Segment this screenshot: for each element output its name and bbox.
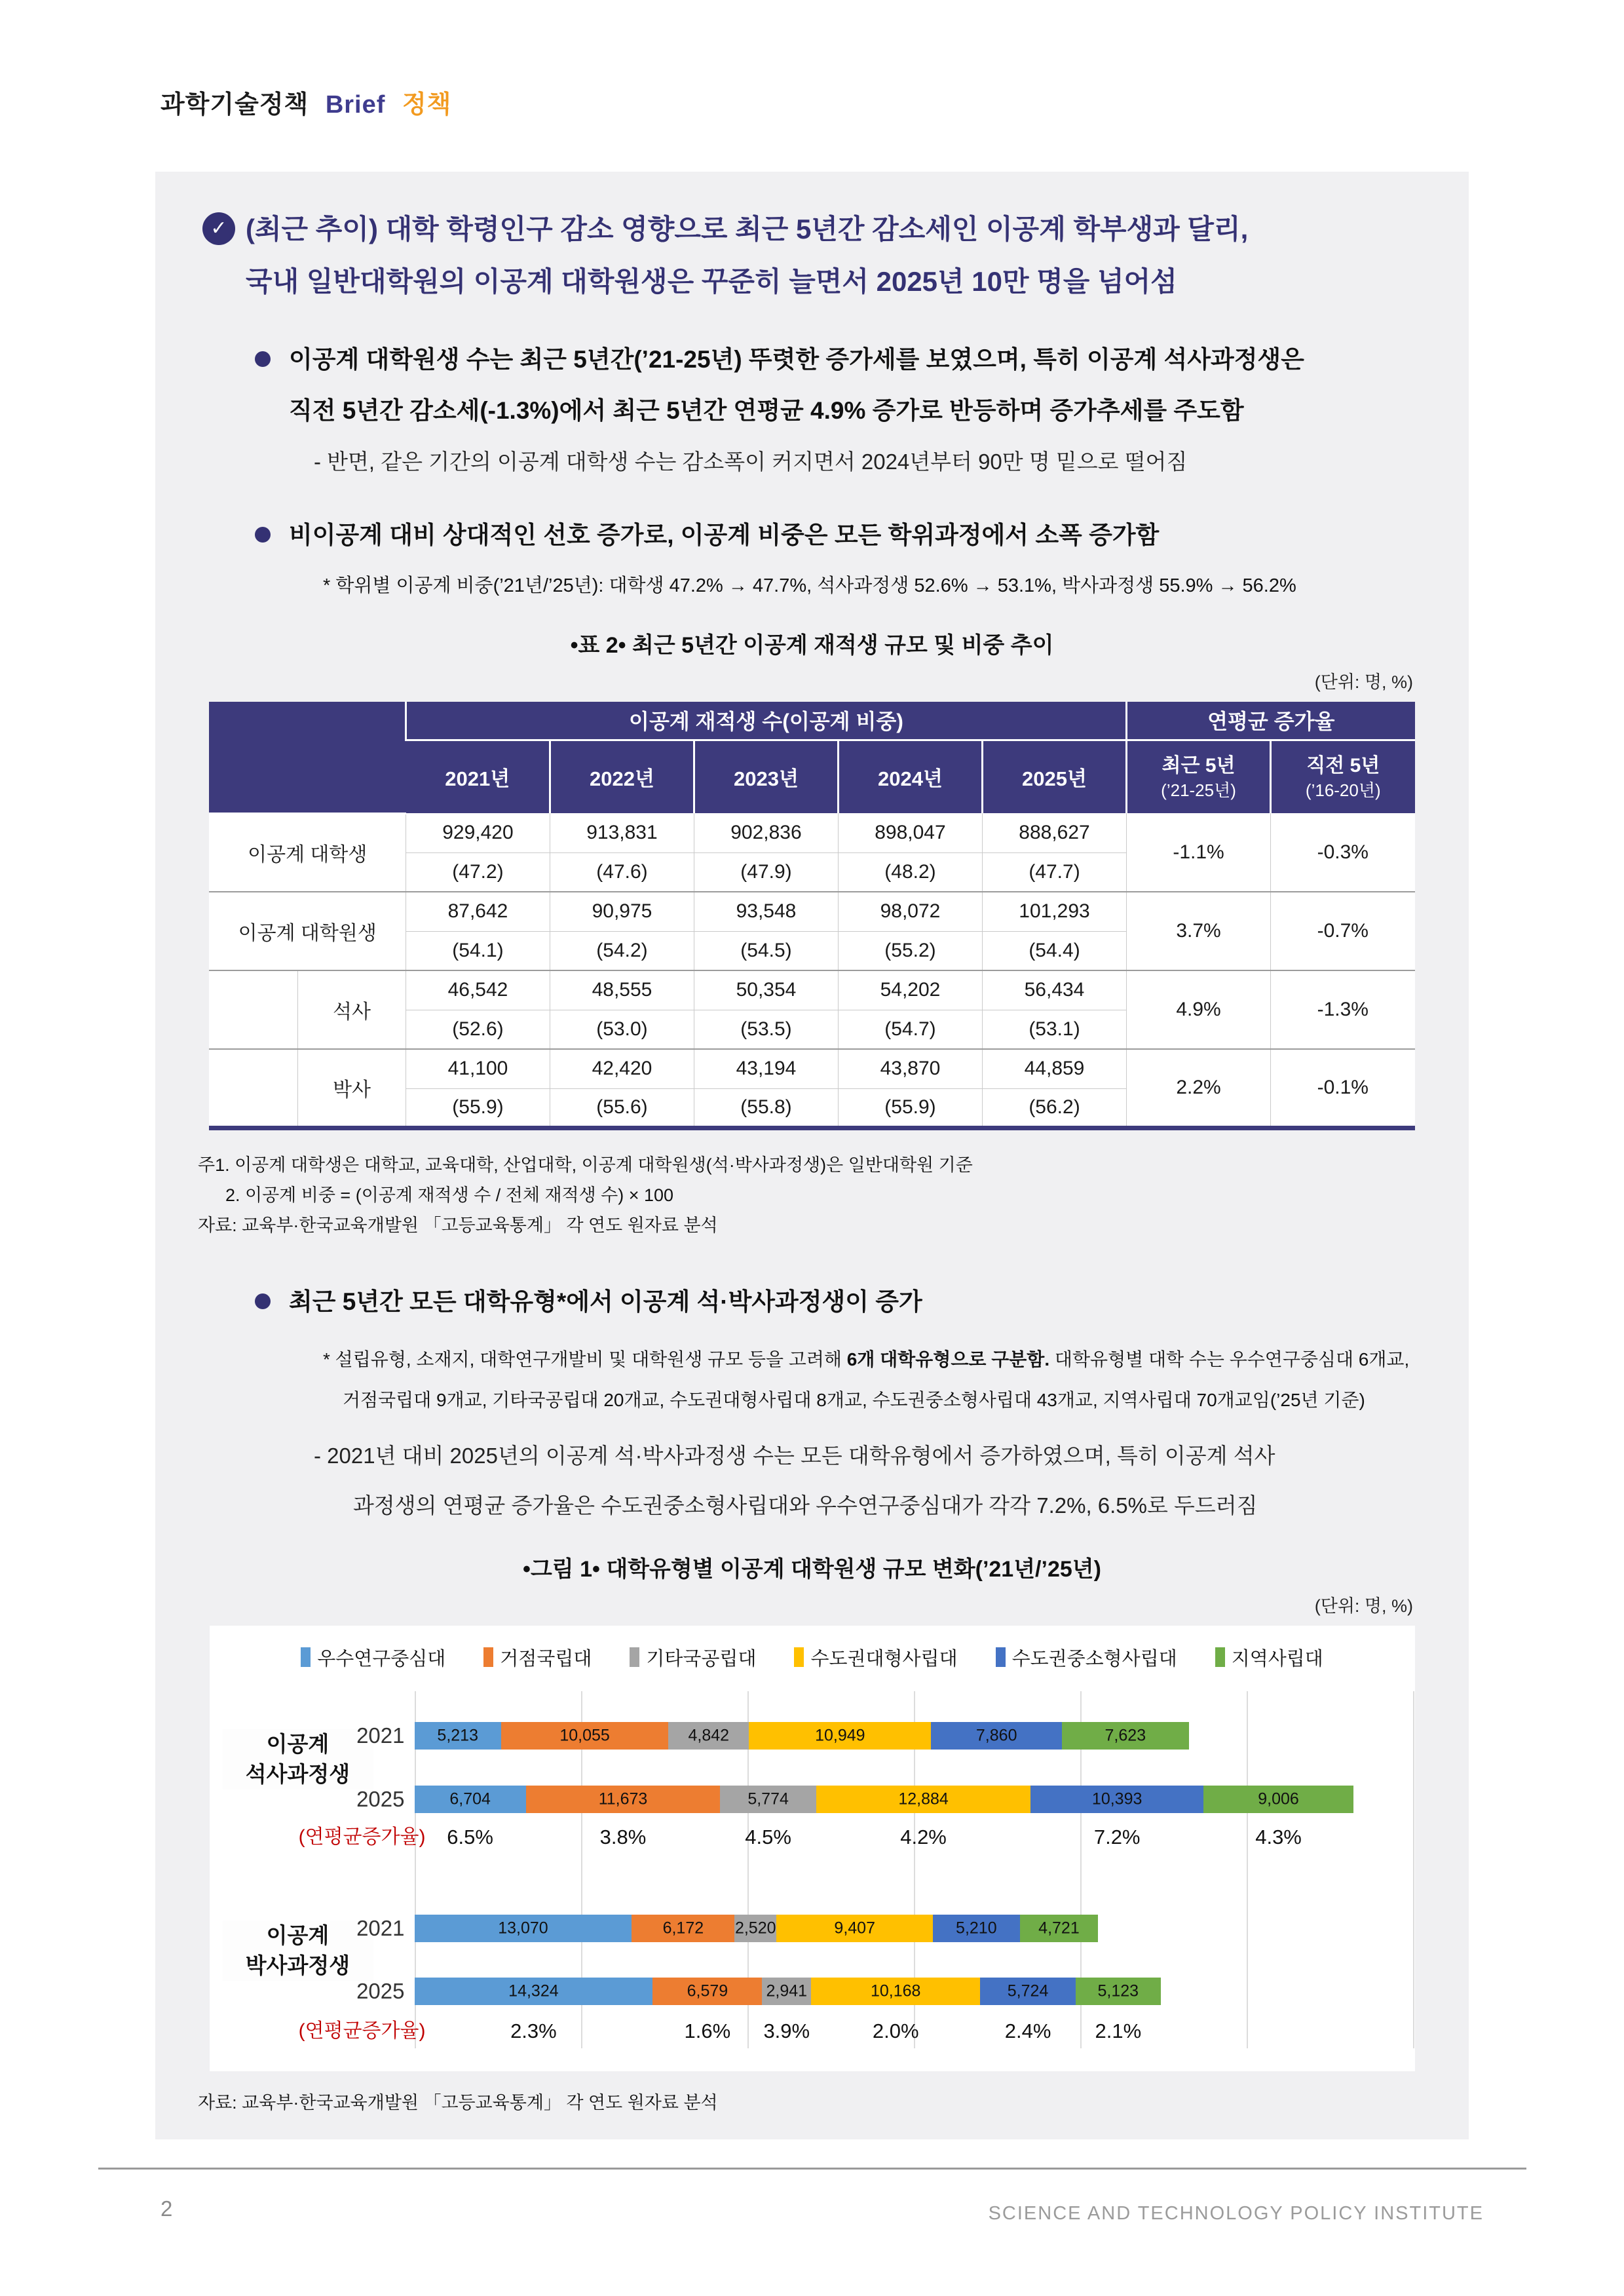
cell-share: (55.2) xyxy=(838,931,982,970)
bar-segment xyxy=(1030,1786,1203,1813)
cell-count: 44,859 xyxy=(982,1049,1126,1088)
legend-item xyxy=(483,1644,592,1671)
bar-segment xyxy=(720,1786,816,1813)
cell-recent-rate: 3.7% xyxy=(1127,892,1271,970)
chart-year-label: 2025 xyxy=(356,1786,405,1811)
content-panel xyxy=(155,172,1469,2139)
chart-canvas xyxy=(210,1626,1415,2071)
row-indent-cell xyxy=(209,970,297,1049)
bar-value-label: 2,520 xyxy=(734,1919,776,1937)
bar-value-label: 9,407 xyxy=(834,1919,875,1937)
cell-share: (47.6) xyxy=(550,852,694,892)
growth-rate-value: 4.3% xyxy=(1255,1825,1302,1848)
bullet1-line1: 이공계 대학원생 수는 최근 5년간(’21-25년) 뚜렷한 증가세를 보였으며, 특히 이공계 석사과정생은 xyxy=(289,346,1304,373)
bar-value-label: 5,213 xyxy=(437,1726,478,1744)
cell-recent-rate: 2.2% xyxy=(1127,1049,1271,1128)
cell-count: 54,202 xyxy=(838,970,982,1010)
cell-count: 98,072 xyxy=(838,892,982,931)
group-label-line2: 박사과정생 xyxy=(245,1953,350,1978)
col-year-2022: 2022년 xyxy=(550,740,694,813)
cell-prev-rate: -1.3% xyxy=(1271,970,1415,1049)
bar-segment xyxy=(734,1915,776,1942)
cell-share: (53.0) xyxy=(550,1010,694,1049)
cell-share: (54.5) xyxy=(694,931,838,970)
table-row xyxy=(209,892,1414,931)
bar-segment xyxy=(1076,1978,1161,2005)
bullet1-line2: 직전 5년간 감소세(-1.3%)에서 최근 5년간 연평균 4.9% 증가로 반등하며 증가추세를 주도함 xyxy=(289,397,1244,424)
bar-value-label: 10,393 xyxy=(1091,1789,1142,1808)
legend-item xyxy=(630,1644,756,1671)
bar-value-label: 9,006 xyxy=(1258,1789,1299,1808)
cell-recent-rate: 4.9% xyxy=(1127,970,1271,1049)
cell-count: 41,100 xyxy=(406,1049,550,1088)
cell-count: 902,836 xyxy=(694,813,838,852)
group-label-line2: 석사과정생 xyxy=(245,1761,350,1786)
bar-value-label: 10,168 xyxy=(871,1981,921,2000)
cell-count: 43,194 xyxy=(694,1049,838,1088)
footnote-bold: 6개 대학유형으로 구분함. xyxy=(846,1349,1050,1369)
col-recent-5yr xyxy=(1127,740,1271,813)
table-unit-note: (단위: 명, %) xyxy=(1314,672,1413,692)
growth-rate-value: 4.5% xyxy=(745,1825,791,1848)
bar-segment xyxy=(415,1978,653,2005)
bullet2-footnote: * 학위별 이공계 비중(’21년/’25년): 대학생 47.2% → 47.7%, 석사과정생 52.6% → 53.1%, 박사과정생 55.9% → 56.2% xyxy=(323,575,1296,596)
bar-value-label: 7,860 xyxy=(975,1726,1017,1744)
table-row xyxy=(209,970,1414,1010)
legend-swatch-icon xyxy=(1215,1647,1225,1667)
cell-share: (55.8) xyxy=(694,1088,838,1128)
stacked-bar xyxy=(415,1978,1161,2005)
bullet2-text: 비이공계 대비 상대적인 선호 증가로, 이공계 비중은 모든 학위과정에서 소폭 증가함 xyxy=(289,522,1160,548)
bar-segment xyxy=(776,1915,933,1942)
bar-value-label: 5,123 xyxy=(1097,1981,1139,2000)
col-recent-5yr-sub: (’21-25년) xyxy=(1161,780,1236,800)
enrollment-table xyxy=(209,702,1414,1130)
cell-share: (47.9) xyxy=(694,852,838,892)
cell-share: (55.6) xyxy=(550,1088,694,1128)
bar-value-label: 10,949 xyxy=(815,1726,865,1744)
cell-share: (54.4) xyxy=(982,931,1126,970)
lead-heading xyxy=(202,203,1429,308)
cell-count: 56,434 xyxy=(982,970,1126,1010)
table-corner-cell xyxy=(209,702,406,813)
cell-share: (47.2) xyxy=(406,852,550,892)
legend-swatch-icon xyxy=(794,1647,804,1667)
bar-segment xyxy=(749,1722,931,1750)
subnote-line1: - 2021년 대비 2025년의 이공계 석·박사과정생 수는 모든 대학유형에서 증가하였으며, 특히 이공계 석사 xyxy=(314,1443,1275,1468)
legend-swatch-icon xyxy=(996,1647,1006,1667)
growth-rate-value: 2.1% xyxy=(1095,2019,1142,2042)
legend-item xyxy=(794,1644,957,1671)
cell-prev-rate: -0.1% xyxy=(1271,1049,1415,1128)
bar-value-label: 7,623 xyxy=(1105,1726,1146,1744)
cell-share: (54.2) xyxy=(550,931,694,970)
cell-share: (47.7) xyxy=(982,852,1126,892)
table-title: •표 2• 최근 5년간 이공계 재적생 규모 및 비중 추이 xyxy=(570,633,1054,658)
bar-value-label: 12,884 xyxy=(898,1789,949,1808)
col-year-2025: 2025년 xyxy=(982,740,1126,813)
cell-count: 93,548 xyxy=(694,892,838,931)
growth-rate-value: 1.6% xyxy=(684,2019,731,2042)
bullet-univ-types xyxy=(255,1276,1429,1328)
bar-segment xyxy=(415,1722,501,1750)
growth-rate-value: 3.8% xyxy=(599,1825,647,1848)
cell-count: 888,627 xyxy=(982,813,1126,852)
bar-segment xyxy=(1062,1722,1189,1750)
legend-item xyxy=(1215,1644,1323,1671)
bar-value-label: 5,774 xyxy=(747,1789,789,1808)
col-group-growth: 연평균 증가율 xyxy=(1127,702,1415,740)
bullet3-text: 최근 5년간 모든 대학유형*에서 이공계 석·박사과정생이 증가 xyxy=(289,1288,922,1315)
growth-rate-value: 7.2% xyxy=(1093,1825,1141,1848)
col-year-2021: 2021년 xyxy=(406,740,550,813)
legend-label: 지역사립대 xyxy=(1231,1648,1323,1670)
table-notes xyxy=(198,1150,1469,1240)
table-note-1: 주1. 이공계 대학생은 대학교, 교육대학, 산업대학, 이공계 대학원생(석·박사과정생)은 일반대학원 기준 xyxy=(198,1155,973,1175)
bar-segment xyxy=(652,1978,762,2005)
bar-segment xyxy=(415,1915,632,1942)
bar-segment xyxy=(526,1786,720,1813)
legend-label: 우수연구중심대 xyxy=(317,1648,446,1670)
legend-label: 거점국립대 xyxy=(500,1648,592,1670)
bullet1-subnote: - 반면, 같은 기간의 이공계 대학생 수는 감소폭이 커지면서 2024년부터 90만 명 밑으로 떨어짐 xyxy=(314,450,1188,474)
chart-year-label: 2025 xyxy=(356,1978,405,2003)
cell-share: (53.1) xyxy=(982,1010,1126,1049)
bar-segment xyxy=(668,1722,749,1750)
bullet-icon xyxy=(255,351,271,367)
legend-label: 수도권대형사립대 xyxy=(810,1648,958,1670)
bar-value-label: 5,724 xyxy=(1007,1981,1049,2000)
table-row xyxy=(209,813,1414,852)
cell-recent-rate: -1.1% xyxy=(1127,813,1271,892)
growth-rate-title: (연평균증가율) xyxy=(298,1826,426,1848)
bar-segment xyxy=(1203,1786,1353,1813)
bar-value-label: 2,941 xyxy=(766,1981,808,2000)
bullet-icon xyxy=(255,1293,271,1309)
bar-value-label: 13,070 xyxy=(498,1919,548,1937)
footer-divider xyxy=(98,2168,1526,2170)
legend-label: 수도권중소형사립대 xyxy=(1011,1648,1177,1670)
bullet3-subnote xyxy=(314,1431,1429,1531)
cell-share: (53.5) xyxy=(694,1010,838,1049)
stacked-bar xyxy=(415,1786,1353,1813)
bar-segment xyxy=(501,1722,668,1750)
chart-gridline xyxy=(1413,1691,1414,2048)
cell-count: 46,542 xyxy=(406,970,550,1010)
bar-segment xyxy=(762,1978,811,2005)
col-prev-5yr-main: 직전 5년 xyxy=(1306,754,1380,776)
document-header xyxy=(161,84,451,120)
bar-value-label: 6,172 xyxy=(662,1919,704,1937)
bar-segment xyxy=(415,1786,526,1813)
bar-value-label: 4,721 xyxy=(1038,1919,1080,1937)
bar-value-label: 6,579 xyxy=(687,1981,728,2000)
footnote-pre: * 설립유형, 소재지, 대학연구개발비 및 대학원생 규모 등을 고려해 xyxy=(323,1349,847,1369)
bar-segment xyxy=(811,1978,980,2005)
cell-count: 90,975 xyxy=(550,892,694,931)
figure-source: 자료: 교육부·한국교육개발원 「고등교육통계」 각 연도 원자료 분석 xyxy=(198,2092,718,2113)
lead-line2: 국내 일반대학원의 이공계 대학원생은 꾸준히 늘면서 2025년 10만 명을 넘어섬 xyxy=(246,266,1177,297)
table-note-2: 2. 이공계 비중 = (이공계 재적생 수 / 전체 재적생 수) × 100 xyxy=(225,1185,674,1205)
bullet-share-increase xyxy=(255,510,1429,561)
footnote-post: 대학유형별 대학 수는 우수연구중심대 6개교, 거점국립대 9개교, 기타국공립대 20개교, 수도권대형사립대 8개교, 수도권중소형사립대 43개교, 지역사립대 70개교임(’25년 기준) xyxy=(343,1349,1410,1410)
row-label: 석사 xyxy=(297,970,406,1049)
bar-segment xyxy=(816,1786,1030,1813)
bullet3-footnote xyxy=(323,1339,1429,1421)
cell-share: (55.9) xyxy=(838,1088,982,1128)
col-prev-5yr xyxy=(1271,740,1415,813)
table-row xyxy=(209,1049,1414,1088)
bar-value-label: 4,842 xyxy=(688,1726,730,1744)
legend-swatch-icon xyxy=(630,1647,639,1667)
group-label-line1: 이공계 xyxy=(266,1731,330,1756)
lead-line1: (최근 추이) 대학 학령인구 감소 영향으로 최근 5년간 감소세인 이공계 학부생과 달리, xyxy=(246,214,1249,244)
growth-rate-value: 4.2% xyxy=(900,1825,947,1848)
row-label: 이공계 대학원생 xyxy=(209,892,406,970)
growth-rate-value: 2.4% xyxy=(1004,2019,1051,2042)
group-label-line1: 이공계 xyxy=(266,1923,330,1947)
bar-value-label: 10,055 xyxy=(559,1726,610,1744)
chart-year-label: 2021 xyxy=(356,1915,405,1940)
chart-gridline xyxy=(1247,1691,1248,2048)
chart-year-label: 2021 xyxy=(356,1723,405,1748)
cell-count: 929,420 xyxy=(406,813,550,852)
cell-count: 913,831 xyxy=(550,813,694,852)
legend-item xyxy=(996,1644,1177,1671)
col-year-2024: 2024년 xyxy=(838,740,982,813)
legend-swatch-icon xyxy=(301,1647,311,1667)
col-prev-5yr-sub: (’16-20년) xyxy=(1305,780,1381,800)
cell-share: (48.2) xyxy=(838,852,982,892)
bar-value-label: 5,210 xyxy=(956,1919,997,1937)
bar-segment xyxy=(980,1978,1075,2005)
cell-share: (54.1) xyxy=(406,931,550,970)
growth-rate-value: 3.9% xyxy=(763,2019,810,2042)
row-label: 박사 xyxy=(297,1049,406,1128)
cell-share: (56.2) xyxy=(982,1088,1126,1128)
header-title-policy: 정책 xyxy=(402,91,452,119)
subnote-line2: 과정생의 연평균 증가율은 수도권중소형사립대와 우수연구중심대가 각각 7.2%, 6.5%로 두드러짐 xyxy=(353,1493,1258,1518)
cell-count: 42,420 xyxy=(550,1049,694,1088)
cell-share: (55.9) xyxy=(406,1088,550,1128)
figure-unit-note: (단위: 명, %) xyxy=(1314,1596,1413,1616)
check-circle-icon: ✓ xyxy=(202,212,235,245)
cell-count: 87,642 xyxy=(406,892,550,931)
bar-segment xyxy=(931,1722,1062,1750)
row-label: 이공계 대학생 xyxy=(209,813,406,892)
growth-rate-value: 6.5% xyxy=(447,1825,493,1848)
cell-count: 101,293 xyxy=(982,892,1126,931)
bar-segment xyxy=(632,1915,734,1942)
col-year-2023: 2023년 xyxy=(694,740,838,813)
col-group-enrollment: 이공계 재적생 수(이공계 비중) xyxy=(406,702,1126,740)
cell-count: 43,870 xyxy=(838,1049,982,1088)
col-recent-5yr-main: 최근 5년 xyxy=(1161,754,1236,776)
institute-name: SCIENCE AND TECHNOLOGY POLICY INSTITUTE xyxy=(988,2203,1484,2224)
cell-count: 48,555 xyxy=(550,970,694,1010)
legend-label: 기타국공립대 xyxy=(646,1648,757,1670)
growth-rate-value: 2.3% xyxy=(510,2019,557,2042)
stacked-bar xyxy=(415,1722,1189,1750)
header-title-main: 과학기술정책 xyxy=(161,91,309,119)
row-indent-cell xyxy=(209,1049,297,1128)
cell-share: (54.7) xyxy=(838,1010,982,1049)
page-number: 2 xyxy=(161,2196,173,2221)
growth-rate-title: (연평균증가율) xyxy=(298,2019,426,2042)
cell-prev-rate: -0.7% xyxy=(1271,892,1415,970)
cell-prev-rate: -0.3% xyxy=(1271,813,1415,892)
legend-swatch-icon xyxy=(483,1647,493,1667)
bar-value-label: 11,673 xyxy=(598,1789,648,1808)
cell-count: 898,047 xyxy=(838,813,982,852)
bullet-icon xyxy=(255,527,271,543)
bar-value-label: 6,704 xyxy=(449,1789,491,1808)
bar-value-label: 14,324 xyxy=(508,1981,559,2000)
table-source: 자료: 교육부·한국교육개발원 「고등교육통계」 각 연도 원자료 분석 xyxy=(198,1215,718,1235)
header-title-brief: Brief xyxy=(325,91,386,119)
stacked-bar xyxy=(415,1915,1099,1942)
growth-rate-value: 2.0% xyxy=(872,2019,919,2042)
cell-count: 50,354 xyxy=(694,970,838,1010)
bullet-grad-students xyxy=(255,334,1429,436)
cell-share: (52.6) xyxy=(406,1010,550,1049)
chart-legend xyxy=(210,1644,1415,1671)
legend-item xyxy=(301,1644,445,1671)
figure-title: •그림 1• 대학유형별 이공계 대학원생 규모 변화(’21년/’25년) xyxy=(523,1556,1101,1582)
bar-segment xyxy=(933,1915,1019,1942)
bar-segment xyxy=(1020,1915,1099,1942)
